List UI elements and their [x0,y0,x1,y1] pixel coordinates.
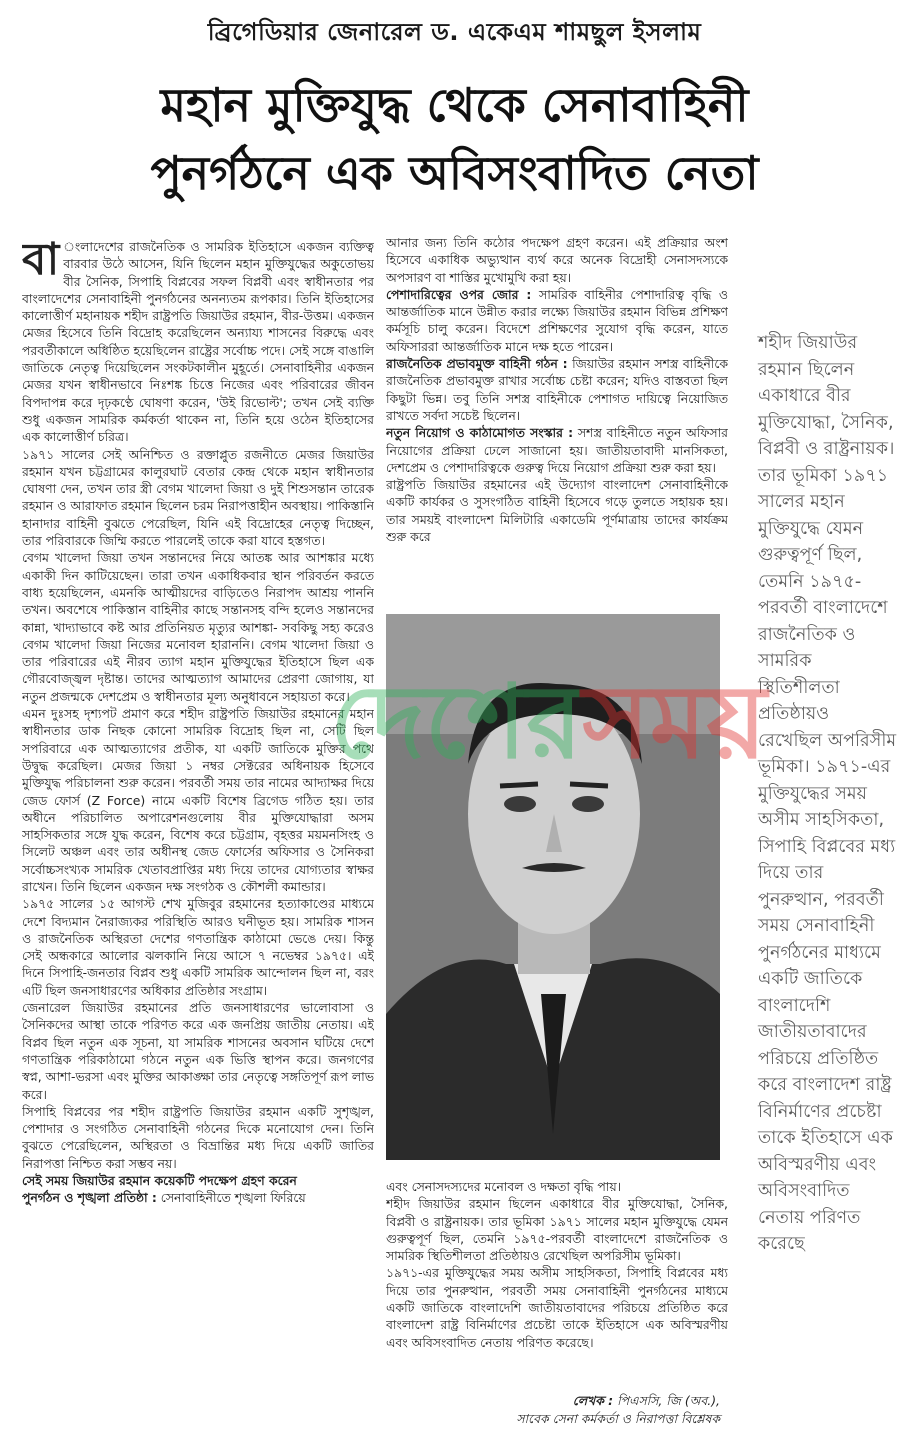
article-paragraph: সিপাহি বিপ্লবের পর শহীদ রাষ্ট্রপতি জিয়াউর রহমান একটি সুশৃঙ্খল, পেশাদার ও সংগঠিত সেনাবাহিনী গঠনের দিকে মনোযোগ দেন। তিনি বুঝতে পেরেছিলেন, অস্থিরতা ও বিভ্রান্তির মধ্য দিয়ে একটি জাতির নিরাপত্তা নিশ্চিত করা সম্ভব নয়। [22,1103,374,1171]
article-column-2-continued [386,1178,728,1388]
article-subheading: নতুন নিয়োগ ও কাঠামোগত সংস্কার : [386,425,574,441]
article-text: সশস্ত্র বাহিনীতে নতুন অফিসার নিয়োগের প্রক্রিয়া ঢেলে সাজানো হয়। জাতীয়তাবাদী মানসিকতা, দেশপ্রেম ও পেশাদারিত্বকে গুরুত্ব দিয়ে নিয়োগ প্রক্রিয়া শুরু করা হয়। [386,425,728,475]
byline-title: সাবেক সেনা কর্মকর্তা ও নিরাপত্তা বিশ্লেষক [516,1411,720,1426]
author-byline [470,1392,720,1428]
article-paragraph [22,1189,374,1206]
article-paragraph: বেগম খালেদা জিয়া তখন সন্তানদের নিয়ে আতঙ্ক আর আশঙ্কার মধ্যে একাকী দিন কাটিয়েছেন। তারা তখন একাধিকবার স্থান পরিবর্তন করতে বাধ্য হয়েছিলেন, এমনকি আত্মীয়দের বাড়িতেও নিরাপদ আশ্রয় পাননি তখন। অবশেষে পাকিস্তান বাহিনীর কাছে সন্তানসহ বন্দি হলেও সন্তানদের কান্না, খাদ্যাভাবে কষ্ট আর প্রতিনিয়ত মৃত্যুর আশঙ্কা- সবকিছু সহ্য করেও বেগম খালেদা জিয়া নিজের মনোবল হারাননি। বেগম খালেদা জিয়া ও তার পরিবারের এই নীরব ত্যাগ মহান মুক্তিযুদ্ধের ইতিহাসে ছিল এক গৌরবোজ্জ্বল দৃষ্টান্ত। তাদের আত্মত্যাগ আমাদের প্রেরণা জোগায়, যা নতুন প্রজন্মকে দেশপ্রেম ও স্বাধীনতার মূল্য অনুধাবনে সহায়তা করে। [22,550,374,704]
pull-quote-text: শহীদ জিয়াউর রহমান ছিলেন একাধারে বীর মুক্তিযোদ্ধা, সৈনিক, বিপ্লবী ও রাষ্ট্রনায়ক। তার ভূমিকা ১৯৭১ সালের মহান মুক্তিযুদ্ধে যেমন গুরুত্বপূর্ণ ছিল, তেমনি ১৯৭৫-পরবর্তী বাংলাদেশে রাজনৈতিক ও সামরিক স্থিতিশীলতা প্রতিষ্ঠায়ও রেখেছিল অপরিসীম ভূমিকা। ১৯৭১-এর মুক্তিযুদ্ধের সময় অসীম সাহসিকতা, সিপাহি বিপ্লবের মধ্য দিয়ে তার পুনরুত্থান, পরবর্তী সময় সেনাবাহিনী পুনর্গঠনের মাধ্যমে একটি জাতিকে বাংলাদেশি জাতীয়তাবাদের পরিচয়ে প্রতিষ্ঠিত করে বাংলাদেশ রাষ্ট্র বিনির্মাণের প্রচেষ্টা তাকে ইতিহাসে এক অবিস্মরণীয় এবং অবিসংবাদিত নেতায় পরিণত করেছে [758,333,897,1254]
article-paragraph: এবং সেনাসদস্যদের মনোবল ও দক্ষতা বৃদ্ধি পায়। [386,1179,622,1194]
byline-name: পিএসসি, জি (অব.), [613,1393,720,1408]
article-paragraph [386,286,728,355]
watermark-part-2: সময় [582,663,767,782]
article-text: সেনাবাহিনীতে শৃঙ্খলা ফিরিয়ে [156,1190,306,1206]
article-column-1 [22,238,374,1434]
headline-line-1: মহান মুক্তিযুদ্ধ থেকে সেনাবাহিনী [160,78,749,132]
article-paragraph: ১৯৭১ সালের সেই অনিশ্চিত ও রক্তাপ্লুত রজনীতে মেজর জিয়াউর রহমান যখন চট্টগ্রামের কালুরঘাট বেতার কেন্দ্র থেকে মহান স্বাধীনতার ঘোষণা দেন, তখন তার স্ত্রী বেগম খালেদা জিয়া ও দুই শিশুসন্তান তারেক রহমান ও আরাফাত রহমান ছিলেন চরম নিরাপত্তাহীন অবস্থায়। পাকিস্তানি হানাদার বাহিনী বুঝতে পেরেছিল, যিনি এই বিদ্রোহের নেতৃত্ব দিচ্ছেন, তার পরিবারকে জিম্মি করতে পারলেই তাকে করা যাবে হস্তগত। [22,446,374,549]
article-paragraph: এমন দুঃসহ দৃশ্যপট প্রমাণ করে শহীদ রাষ্ট্রপতি জিয়াউর রহমানের মহান স্বাধীনতার ডাক নিছক কোনো সামরিক বিদ্রোহ ছিল না, সেটি ছিল সপরিবারে এক আত্মত্যাগের প্রতীক, যা একটি জাতিকে মুক্তির পথে উদ্বুদ্ধ করেছিল। মেজর জিয়া ১ নম্বর সেক্টরের অধিনায়ক হিসেবে মুক্তিযুদ্ধ পরিচালনা শুরু করেন। পরবর্তী সময় তার নামের আদ্যাক্ষর দিয়ে জেড ফোর্স (Z Force) নামে একটি বিশেষ ব্রিগেড গঠিত হয়। তার অধীনে পরিচালিত অপারেশনগুলোয় বীর মুক্তিযোদ্ধারা অসম সাহসিকতার সঙ্গে যুদ্ধ করেন, বিশেষ করে চট্টগ্রাম, বৃহত্তর ময়মনসিংহ ও সিলেট অঞ্চল এবং তার অধীনস্থ জেড ফোর্সের অফিসার ও সৈনিকরা সর্বোচ্চসংখ্যক সামরিক খেতাবপ্রাপ্তির মধ্য দিয়ে তাদের যোগ্যতার স্বাক্ষর রাখেন। তিনি ছিলেন একজন দক্ষ সংগঠক ও কৌশলী কমান্ডার। [22,706,374,894]
article-column-2 [386,234,728,604]
article-paragraph: ১৯৭৫ সালের ১৫ আগস্ট শেখ মুজিবুর রহমানের হত্যাকাণ্ডের মাধ্যমে দেশে বিদ্যমান নৈরাজ্যকর পরিস্থিতি আরও ঘনীভূত হয়। সামরিক শাসন ও রাজনৈতিক অস্থিরতা দেশের গণতান্ত্রিক কাঠামো ভেঙে দেয়। কিন্তু সেই অন্ধকারে আলোর ঝলকানি নিয়ে আসে ৭ নভেম্বর ১৯৭৫। এই দিনে সিপাহি-জনতার বিপ্লব শুধু একটি সামরিক আন্দোলন ছিল না, বরং এটি ছিল জনসাধারণের অধিকার প্রতিষ্ঠার সংগ্রাম। [22,896,374,998]
byline-label: লেখক : [572,1393,614,1408]
author-name: ব্রিগেডিয়ার জেনারেল ড. একেএম শামছুল ইসলাম [207,18,702,46]
watermark-part-1: দেশের [330,663,583,782]
article-subheading: সেই সময় জিয়াউর রহমান কয়েকটি পদক্ষেপ গ্রহণ করেন [22,1173,297,1189]
article-text: সামরিক বাহিনীর পেশাদারিত্ব বৃদ্ধি ও আন্তর্জাতিক মানে উন্নীত করার লক্ষ্যে জিয়াউর রহমান বিভিন্ন প্রশিক্ষণ কর্মসূচি চালু করেন। বিদেশে প্রশিক্ষণের সুযোগ বৃদ্ধি করেন, যাতে অফিসাররা আন্তর্জাতিক মানে দক্ষ হতে পারেন। [386,286,728,354]
article-subheading: পুনর্গঠন ও শৃঙ্খলা প্রতিষ্ঠা : [22,1190,157,1206]
article-subheading: রাজনৈতিক প্রভাবমুক্ত বাহিনী গঠন : [386,356,568,372]
article-paragraph [386,424,728,476]
headline-line-2: পুনর্গঠনে এক অবিসংবাদিত নেতা [150,146,759,200]
article-text: জিয়াউর রহমান সশস্ত্র বাহিনীকে রাজনৈতিক প্রভাবমুক্ত রাখার সর্বোচ্চ চেষ্টা করেন; যদিও বাস্তবতা ছিল কিছুটা ভিন্ন। তবু তিনি সশস্ত্র বাহিনীকে পেশাগত দায়িত্বে নিয়োজিত রাখতে সর্বদা সচেষ্ট ছিলেন। [386,356,728,423]
article-paragraph [386,355,728,424]
article-paragraph: রাষ্ট্রপতি জিয়াউর রহমানের এই উদ্যোগ বাংলাদেশ সেনাবাহিনীকে একটি কার্যকর ও সুসংগঠিত বাহিনী হিসেবে গড়ে তুলতে সহায়ক হয়। তার সময়ই বাংলাদেশ মিলিটারি একাডেমি পূর্ণমাত্রায় তাদের কার্যক্রম শুরু করে [386,477,728,545]
drop-cap: বা [22,238,60,285]
article-subheading: পেশাদারিত্বের ওপর জোর : [386,286,532,302]
article-paragraph: ংলাদেশের রাজনৈতিক ও সামরিক ইতিহাসে একজন ব্যক্তিত্ব বারবার উঠে আসেন, যিনি ছিলেন মহান মুক্তিযুদ্ধের অকুতোভয় বীর সৈনিক, সিপাহি বিপ্লবের সফল বিপ্লবী এবং স্বাধীনতার পর বাংলাদেশের সেনাবাহিনী পুনর্গঠনের অনন্যতম রূপকার। তিনি ইতিহাসের কালোত্তীর্ণ মহানায়ক শহীদ রাষ্ট্রপতি জিয়াউর রহমান, বীর-উত্তম। একজন মেজর হিসেবে তিনি বিদ্রোহ করেছিলেন অন্যায্য শাসনের বিরুদ্ধে এবং পরবর্তীকালে অধিষ্ঠিত হয়েছিলেন রাষ্ট্রের সর্বোচ্চ পদে। সেই সঙ্গে বাঙালি জাতিকে নেতৃত্ব দিয়েছিলেন সংকটকালীন মুহূর্তে। সেনাবাহিনীর একজন মেজর যখন স্বাধীনভাবে নিঃশঙ্ক চিত্তে নিজের এবং পরিবারের জীবন বিপদাপন্ন করে দৃঢ়কণ্ঠে ঘোষণা করেন, 'উই রিভোল্ট'; তখন সেই ব্যক্তি শুধু একজন সামরিক কর্মকর্তা থাকেন না, তিনি হয়ে ওঠেন ইতিহাসের এক কালোত্তীর্ণ চরিত্র। [22,239,374,445]
watermark-logo [330,648,890,808]
article-paragraph: ১৯৭১-এর মুক্তিযুদ্ধের সময় অসীম সাহসিকতা, সিপাহি বিপ্লবের মধ্য দিয়ে তার পুনরুত্থান, পরবর্তী সময় সেনাবাহিনী পুনর্গঠনের মাধ্যমে একটি জাতিকে বাংলাদেশি জাতীয়তাবাদের পরিচয়ে প্রতিষ্ঠিত করে বাংলাদেশ রাষ্ট্র বিনির্মাণের প্রচেষ্টা তাকে ইতিহাসে এক অবিস্মরণীয় এবং অবিসংবাদিত নেতায় পরিণত করেছে। [386,1265,728,1350]
article-paragraph: শহীদ জিয়াউর রহমান ছিলেন একাধারে বীর মুক্তিযোদ্ধা, সৈনিক, বিপ্লবী ও রাষ্ট্রনায়ক। তার ভূমিকা ১৯৭১ সালের মহান মুক্তিযুদ্ধে যেমন গুরুত্বপূর্ণ ছিল, তেমনি ১৯৭৫-পরবর্তী বাংলাদেশে রাজনৈতিক ও সামরিক স্থিতিশীলতা প্রতিষ্ঠায়ও রেখেছিল অপরিসীম ভূমিকা। [386,1196,728,1264]
article-paragraph: জেনারেল জিয়াউর রহমানের প্রতি জনসাধারণের ভালোবাসা ও সৈনিকদের আস্থা তাকে পরিণত করে এক জনপ্রিয় জাতীয় নেতায়। এই বিপ্লব ছিল নতুন এক সূচনা, যা সামরিক শাসনের অবসান ঘটিয়ে দেশে গণতান্ত্রিক পরিকাঠামো গঠনে নতুন এক ভিত্তি স্থাপন করে। জনগণের স্বপ্ন, আশা-ভরসা এবং মুক্তির আকাঙ্ক্ষা তার নেতৃত্বে সঙ্গতিপূর্ণ রূপ লাভ করে। [22,1000,374,1102]
article-paragraph: আনার জন্য তিনি কঠোর পদক্ষেপ গ্রহণ করেন। এই প্রক্রিয়ার অংশ হিসেবে একাধিক অভ্যুত্থান ব্যর্থ করে অনেক বিদ্রোহী সেনাসদস্যকে অপসারণ বা শাস্তির মুখোমুখি করা হয়। [386,235,728,285]
